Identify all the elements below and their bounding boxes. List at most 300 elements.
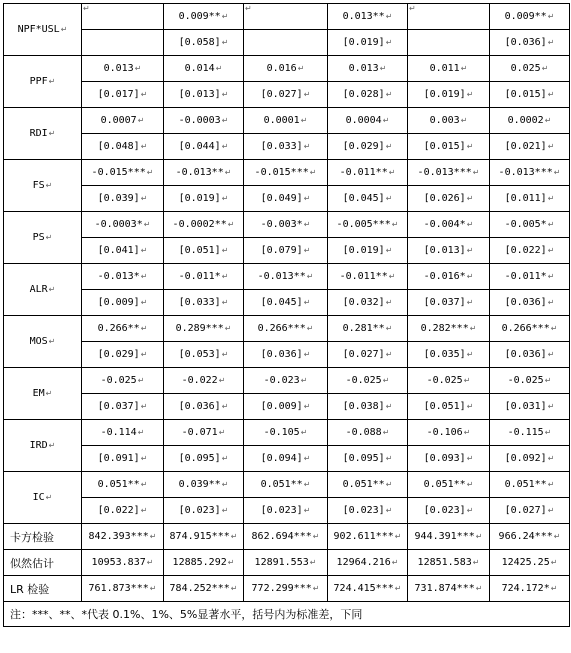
coefficient-cell bbox=[408, 160, 490, 186]
std-error-cell bbox=[82, 238, 164, 264]
coefficient-cell-text: -0.088 bbox=[345, 427, 382, 438]
cell-end-mark: ↵ bbox=[550, 584, 558, 593]
cell-end-mark: ↵ bbox=[143, 220, 151, 229]
cell-end-mark: ↵ bbox=[300, 376, 308, 385]
coefficient-cell bbox=[328, 108, 408, 134]
stat-value-cell-text: 12425.25 bbox=[501, 557, 550, 568]
table-row bbox=[4, 30, 570, 56]
coefficient-cell bbox=[164, 212, 244, 238]
cell-end-mark: ↵ bbox=[303, 142, 311, 151]
coefficient-cell-text: -0.013* bbox=[97, 271, 140, 282]
coefficient-cell-text: 0.051** bbox=[97, 479, 140, 490]
stat-value-cell bbox=[164, 576, 244, 602]
stat-label-text: 卡方检验 bbox=[10, 530, 54, 544]
cell-end-mark: ↵ bbox=[218, 376, 226, 385]
cell-end-mark: ↵ bbox=[45, 389, 53, 398]
variable-label-text: PS bbox=[32, 232, 45, 243]
std-error-cell-text: [0.033] bbox=[178, 297, 221, 308]
std-error-cell bbox=[490, 342, 570, 368]
coefficient-cell-text: -0.0003* bbox=[94, 219, 143, 230]
stat-value-cell-text: 724.415*** bbox=[333, 583, 394, 594]
cell-end-mark: ↵ bbox=[382, 376, 390, 385]
std-error-cell bbox=[490, 238, 570, 264]
cell-end-mark: ↵ bbox=[547, 454, 555, 463]
cell-end-mark: ↵ bbox=[221, 350, 229, 359]
table-row bbox=[4, 342, 570, 368]
coefficient-cell bbox=[490, 56, 570, 82]
std-error-cell bbox=[164, 498, 244, 524]
variable-label-text: RDI bbox=[29, 128, 48, 139]
coefficient-cell bbox=[328, 472, 408, 498]
coefficient-cell-text: 0.289*** bbox=[175, 323, 224, 334]
table-row bbox=[4, 160, 570, 186]
stat-value-cell-text: 724.172* bbox=[501, 583, 550, 594]
cell-end-mark: ↵ bbox=[463, 376, 471, 385]
coefficient-cell bbox=[82, 56, 164, 82]
coefficient-cell bbox=[164, 264, 244, 290]
cell-end-mark: ↵ bbox=[472, 558, 480, 567]
coefficient-cell-text: 0.051** bbox=[342, 479, 385, 490]
coefficient-cell bbox=[82, 264, 164, 290]
coefficient-cell bbox=[490, 160, 570, 186]
stat-label bbox=[4, 524, 82, 550]
variable-label bbox=[4, 316, 82, 368]
table-note-text: 注：***、**、*代表 0.1%、1%、5%显著水平，括号内为标准差，下同 bbox=[10, 608, 363, 621]
std-error-cell bbox=[490, 446, 570, 472]
stat-value-cell bbox=[244, 550, 328, 576]
coefficient-cell bbox=[490, 4, 570, 30]
cell-end-mark: ↵ bbox=[140, 324, 148, 333]
cell-end-mark: ↵ bbox=[140, 506, 148, 515]
cell-end-mark: ↵ bbox=[553, 168, 561, 177]
cell-end-mark: ↵ bbox=[385, 350, 393, 359]
std-error-cell bbox=[490, 30, 570, 56]
cell-end-mark: ↵ bbox=[306, 272, 314, 281]
std-error-cell bbox=[164, 82, 244, 108]
std-error-cell-text: [0.036] bbox=[504, 37, 547, 48]
cell-end-mark: ↵ bbox=[245, 4, 252, 13]
cell-end-mark: ↵ bbox=[48, 77, 56, 86]
coefficient-cell-text: 0.039** bbox=[178, 479, 221, 490]
coefficient-cell-text: 0.009** bbox=[178, 11, 221, 22]
cell-end-mark: ↵ bbox=[221, 480, 229, 489]
coefficient-cell bbox=[82, 160, 164, 186]
stat-value-cell bbox=[164, 550, 244, 576]
cell-end-mark: ↵ bbox=[60, 25, 68, 34]
cell-end-mark: ↵ bbox=[547, 220, 555, 229]
cell-end-mark: ↵ bbox=[466, 350, 474, 359]
stat-value-cell bbox=[490, 550, 570, 576]
std-error-cell bbox=[82, 342, 164, 368]
std-error-cell-text: [0.019] bbox=[342, 245, 385, 256]
coefficient-cell-text: 0.014 bbox=[184, 63, 215, 74]
coefficient-cell bbox=[164, 368, 244, 394]
coefficient-cell-text: 0.0007 bbox=[100, 115, 137, 126]
cell-end-mark: ↵ bbox=[83, 4, 90, 13]
coefficient-cell bbox=[408, 264, 490, 290]
cell-end-mark: ↵ bbox=[221, 298, 229, 307]
coefficient-cell-text: -0.013*** bbox=[417, 167, 472, 178]
stat-value-cell-text: 784.252*** bbox=[169, 583, 230, 594]
table-note bbox=[4, 602, 570, 627]
std-error-cell bbox=[408, 186, 490, 212]
cell-end-mark: ↵ bbox=[227, 220, 235, 229]
variable-label-text: EM bbox=[32, 388, 45, 399]
cell-end-mark: ↵ bbox=[45, 493, 53, 502]
coefficient-cell bbox=[490, 108, 570, 134]
coefficient-cell bbox=[244, 368, 328, 394]
cell-end-mark: ↵ bbox=[140, 194, 148, 203]
cell-end-mark: ↵ bbox=[466, 194, 474, 203]
coefficient-cell-text: -0.023 bbox=[263, 375, 300, 386]
stat-label bbox=[4, 576, 82, 602]
std-error-cell bbox=[82, 186, 164, 212]
coefficient-cell-text: -0.011** bbox=[339, 271, 388, 282]
coefficient-cell-text: -0.115 bbox=[507, 427, 544, 438]
stat-value-cell bbox=[244, 524, 328, 550]
cell-end-mark: ↵ bbox=[300, 428, 308, 437]
coefficient-cell-text: -0.025 bbox=[507, 375, 544, 386]
std-error-cell bbox=[82, 82, 164, 108]
cell-end-mark: ↵ bbox=[146, 558, 154, 567]
cell-end-mark: ↵ bbox=[544, 116, 552, 125]
cell-end-mark: ↵ bbox=[221, 38, 229, 47]
coefficient-cell bbox=[164, 56, 244, 82]
coefficient-cell-text: 0.013** bbox=[342, 11, 385, 22]
table-row bbox=[4, 264, 570, 290]
cell-end-mark: ↵ bbox=[303, 90, 311, 99]
std-error-cell bbox=[244, 446, 328, 472]
std-error-cell-text: [0.027] bbox=[260, 89, 303, 100]
std-error-cell-text: [0.051] bbox=[423, 401, 466, 412]
coefficient-cell-text: 0.025 bbox=[510, 63, 541, 74]
cell-end-mark: ↵ bbox=[221, 454, 229, 463]
std-error-cell bbox=[244, 394, 328, 420]
cell-end-mark: ↵ bbox=[140, 454, 148, 463]
variable-label-text: IC bbox=[32, 492, 45, 503]
std-error-cell-text: [0.095] bbox=[342, 453, 385, 464]
cell-end-mark: ↵ bbox=[475, 532, 483, 541]
coefficient-cell-text: -0.011** bbox=[339, 167, 388, 178]
std-error-cell bbox=[164, 238, 244, 264]
cell-end-mark: ↵ bbox=[218, 428, 226, 437]
std-error-cell-text: [0.045] bbox=[342, 193, 385, 204]
coefficient-cell bbox=[164, 420, 244, 446]
std-error-cell bbox=[82, 498, 164, 524]
coefficient-cell-text: 0.013 bbox=[348, 63, 379, 74]
coefficient-cell-text: 0.051** bbox=[423, 479, 466, 490]
cell-end-mark: ↵ bbox=[221, 90, 229, 99]
cell-end-mark: ↵ bbox=[460, 116, 468, 125]
cell-end-mark: ↵ bbox=[547, 142, 555, 151]
stat-value-cell bbox=[328, 576, 408, 602]
std-error-cell bbox=[328, 446, 408, 472]
std-error-cell bbox=[490, 394, 570, 420]
std-error-cell-text: [0.023] bbox=[342, 505, 385, 516]
cell-end-mark: ↵ bbox=[137, 116, 145, 125]
stat-label bbox=[4, 550, 82, 576]
coefficient-cell-text: -0.015*** bbox=[254, 167, 309, 178]
coefficient-cell bbox=[244, 4, 328, 30]
std-error-cell bbox=[244, 238, 328, 264]
std-error-cell-text: [0.019] bbox=[423, 89, 466, 100]
cell-end-mark: ↵ bbox=[137, 428, 145, 437]
cell-end-mark: ↵ bbox=[379, 64, 387, 73]
table-row bbox=[4, 4, 570, 30]
cell-end-mark: ↵ bbox=[472, 168, 480, 177]
stat-value-cell-text: 12885.292 bbox=[172, 557, 227, 568]
cell-end-mark: ↵ bbox=[466, 90, 474, 99]
coefficient-cell-text: -0.011* bbox=[504, 271, 547, 282]
cell-end-mark: ↵ bbox=[466, 272, 474, 281]
coefficient-cell-text: 0.266*** bbox=[501, 323, 550, 334]
cell-end-mark: ↵ bbox=[466, 402, 474, 411]
coefficient-cell-text: -0.005* bbox=[504, 219, 547, 230]
stat-value-cell bbox=[82, 524, 164, 550]
cell-end-mark: ↵ bbox=[149, 584, 157, 593]
coefficient-cell-text: -0.016* bbox=[423, 271, 466, 282]
coefficient-cell bbox=[164, 160, 244, 186]
note-row bbox=[4, 602, 570, 627]
cell-end-mark: ↵ bbox=[297, 64, 305, 73]
cell-end-mark: ↵ bbox=[547, 480, 555, 489]
cell-end-mark: ↵ bbox=[306, 324, 314, 333]
coefficient-cell bbox=[82, 420, 164, 446]
cell-end-mark: ↵ bbox=[388, 168, 396, 177]
std-error-cell bbox=[164, 394, 244, 420]
coefficient-cell bbox=[244, 472, 328, 498]
variable-label-text: MOS bbox=[29, 336, 48, 347]
std-error-cell-text: [0.027] bbox=[504, 505, 547, 516]
coefficient-cell bbox=[244, 212, 328, 238]
cell-end-mark: ↵ bbox=[394, 532, 402, 541]
cell-end-mark: ↵ bbox=[140, 272, 148, 281]
table-row bbox=[4, 212, 570, 238]
cell-end-mark: ↵ bbox=[45, 233, 53, 242]
cell-end-mark: ↵ bbox=[149, 532, 157, 541]
variable-label-text: ALR bbox=[29, 284, 48, 295]
table-row bbox=[4, 498, 570, 524]
coefficient-cell bbox=[164, 316, 244, 342]
cell-end-mark: ↵ bbox=[140, 298, 148, 307]
cell-end-mark: ↵ bbox=[547, 506, 555, 515]
coefficient-cell-text: -0.011* bbox=[178, 271, 221, 282]
coefficient-cell bbox=[82, 316, 164, 342]
std-error-cell-text: [0.044] bbox=[178, 141, 221, 152]
regression-results-table bbox=[3, 3, 570, 627]
std-error-cell-text: [0.028] bbox=[342, 89, 385, 100]
coefficient-cell bbox=[82, 108, 164, 134]
cell-end-mark: ↵ bbox=[309, 168, 317, 177]
coefficient-cell bbox=[408, 420, 490, 446]
std-error-cell bbox=[328, 394, 408, 420]
std-error-cell bbox=[164, 342, 244, 368]
std-error-cell bbox=[82, 446, 164, 472]
coefficient-cell bbox=[164, 108, 244, 134]
variable-label bbox=[4, 212, 82, 264]
std-error-cell bbox=[82, 134, 164, 160]
cell-end-mark: ↵ bbox=[303, 350, 311, 359]
cell-end-mark: ↵ bbox=[388, 272, 396, 281]
std-error-cell bbox=[328, 82, 408, 108]
cell-end-mark: ↵ bbox=[553, 532, 561, 541]
variable-label bbox=[4, 56, 82, 108]
std-error-cell-text: [0.091] bbox=[97, 453, 140, 464]
table-row bbox=[4, 472, 570, 498]
coefficient-cell-text: -0.015*** bbox=[91, 167, 146, 178]
cell-end-mark: ↵ bbox=[221, 12, 229, 21]
stat-value-cell bbox=[408, 576, 490, 602]
std-error-cell bbox=[244, 134, 328, 160]
stat-value-cell-text: 12851.583 bbox=[417, 557, 472, 568]
cell-end-mark: ↵ bbox=[544, 428, 552, 437]
cell-end-mark: ↵ bbox=[140, 142, 148, 151]
cell-end-mark: ↵ bbox=[221, 246, 229, 255]
coefficient-cell-text: -0.114 bbox=[100, 427, 137, 438]
cell-end-mark: ↵ bbox=[541, 64, 549, 73]
coefficient-cell bbox=[82, 368, 164, 394]
stat-label-text: 似然估计 bbox=[10, 556, 54, 570]
cell-end-mark: ↵ bbox=[303, 246, 311, 255]
cell-end-mark: ↵ bbox=[309, 558, 317, 567]
coefficient-cell-text: 0.003 bbox=[429, 115, 460, 126]
cell-end-mark: ↵ bbox=[547, 350, 555, 359]
std-error-cell bbox=[244, 342, 328, 368]
stat-value-cell bbox=[328, 524, 408, 550]
cell-end-mark: ↵ bbox=[221, 506, 229, 515]
cell-end-mark: ↵ bbox=[385, 194, 393, 203]
std-error-cell bbox=[82, 30, 164, 56]
std-error-cell-text: [0.051] bbox=[178, 245, 221, 256]
cell-end-mark: ↵ bbox=[45, 181, 53, 190]
coefficient-cell bbox=[82, 4, 164, 30]
cell-end-mark: ↵ bbox=[409, 4, 416, 13]
cell-end-mark: ↵ bbox=[146, 168, 154, 177]
coefficient-cell-text: -0.025 bbox=[345, 375, 382, 386]
coefficient-cell-text: 0.009** bbox=[504, 11, 547, 22]
cell-end-mark: ↵ bbox=[463, 428, 471, 437]
std-error-cell bbox=[490, 82, 570, 108]
std-error-cell bbox=[328, 186, 408, 212]
coefficient-cell-text: -0.071 bbox=[181, 427, 218, 438]
cell-end-mark: ↵ bbox=[140, 480, 148, 489]
cell-end-mark: ↵ bbox=[466, 220, 474, 229]
std-error-cell-text: [0.027] bbox=[342, 349, 385, 360]
std-error-cell bbox=[408, 342, 490, 368]
std-error-cell-text: [0.037] bbox=[97, 401, 140, 412]
coefficient-cell bbox=[82, 212, 164, 238]
cell-end-mark: ↵ bbox=[230, 532, 238, 541]
std-error-cell-text: [0.045] bbox=[260, 297, 303, 308]
std-error-cell bbox=[408, 30, 490, 56]
coefficient-cell-text: 0.0001 bbox=[263, 115, 300, 126]
stat-value-cell-text: 944.391*** bbox=[414, 531, 475, 542]
coefficient-cell bbox=[408, 56, 490, 82]
coefficient-cell bbox=[244, 264, 328, 290]
std-error-cell-text: [0.038] bbox=[342, 401, 385, 412]
coefficient-cell bbox=[328, 420, 408, 446]
coefficient-cell bbox=[244, 160, 328, 186]
cell-end-mark: ↵ bbox=[385, 506, 393, 515]
std-error-cell-text: [0.017] bbox=[97, 89, 140, 100]
stat-value-cell bbox=[164, 524, 244, 550]
table-row bbox=[4, 134, 570, 160]
std-error-cell-text: [0.029] bbox=[342, 141, 385, 152]
std-error-cell bbox=[82, 290, 164, 316]
table-row bbox=[4, 368, 570, 394]
cell-end-mark: ↵ bbox=[385, 90, 393, 99]
std-error-cell-text: [0.019] bbox=[342, 37, 385, 48]
std-error-cell-text: [0.036] bbox=[178, 401, 221, 412]
std-error-cell bbox=[408, 446, 490, 472]
cell-end-mark: ↵ bbox=[230, 584, 238, 593]
table-row bbox=[4, 446, 570, 472]
std-error-cell bbox=[408, 82, 490, 108]
cell-end-mark: ↵ bbox=[547, 90, 555, 99]
coefficient-cell-text: 0.051** bbox=[504, 479, 547, 490]
cell-end-mark: ↵ bbox=[382, 428, 390, 437]
cell-end-mark: ↵ bbox=[137, 376, 145, 385]
cell-end-mark: ↵ bbox=[544, 376, 552, 385]
coefficient-cell bbox=[328, 264, 408, 290]
stat-value-cell-text: 966.24*** bbox=[498, 531, 553, 542]
cell-end-mark: ↵ bbox=[550, 324, 558, 333]
std-error-cell bbox=[164, 186, 244, 212]
std-error-cell bbox=[244, 82, 328, 108]
coefficient-cell-text: -0.013** bbox=[257, 271, 306, 282]
stat-value-cell-text: 842.393*** bbox=[88, 531, 149, 542]
cell-end-mark: ↵ bbox=[547, 402, 555, 411]
cell-end-mark: ↵ bbox=[215, 64, 223, 73]
table-row bbox=[4, 394, 570, 420]
coefficient-cell bbox=[408, 4, 490, 30]
std-error-cell-text: [0.036] bbox=[504, 297, 547, 308]
variable-label-text: PPF bbox=[29, 76, 48, 87]
cell-end-mark: ↵ bbox=[547, 194, 555, 203]
coefficient-cell bbox=[328, 368, 408, 394]
std-error-cell-text: [0.037] bbox=[423, 297, 466, 308]
coefficient-cell bbox=[490, 316, 570, 342]
cell-end-mark: ↵ bbox=[385, 246, 393, 255]
cell-end-mark: ↵ bbox=[466, 480, 474, 489]
cell-end-mark: ↵ bbox=[547, 38, 555, 47]
std-error-cell-text: [0.048] bbox=[97, 141, 140, 152]
stat-value-cell-text: 731.874*** bbox=[414, 583, 475, 594]
cell-end-mark: ↵ bbox=[547, 272, 555, 281]
std-error-cell-text: [0.023] bbox=[178, 505, 221, 516]
stat-value-cell-text: 874.915*** bbox=[169, 531, 230, 542]
variable-label-text: FS bbox=[32, 180, 45, 191]
cell-end-mark: ↵ bbox=[48, 337, 56, 346]
cell-end-mark: ↵ bbox=[385, 12, 393, 21]
std-error-cell-text: [0.093] bbox=[423, 453, 466, 464]
stat-value-cell bbox=[490, 524, 570, 550]
std-error-cell-text: [0.041] bbox=[97, 245, 140, 256]
coefficient-cell bbox=[408, 108, 490, 134]
std-error-cell-text: [0.011] bbox=[504, 193, 547, 204]
coefficient-cell bbox=[164, 472, 244, 498]
cell-end-mark: ↵ bbox=[547, 298, 555, 307]
cell-end-mark: ↵ bbox=[460, 64, 468, 73]
std-error-cell-text: [0.013] bbox=[423, 245, 466, 256]
coefficient-cell-text: -0.003* bbox=[260, 219, 303, 230]
cell-end-mark: ↵ bbox=[303, 402, 311, 411]
std-error-cell-text: [0.021] bbox=[504, 141, 547, 152]
variable-label-text: NPF*USL bbox=[17, 24, 60, 35]
std-error-cell-text: [0.019] bbox=[178, 193, 221, 204]
table-row bbox=[4, 420, 570, 446]
cell-end-mark: ↵ bbox=[385, 324, 393, 333]
